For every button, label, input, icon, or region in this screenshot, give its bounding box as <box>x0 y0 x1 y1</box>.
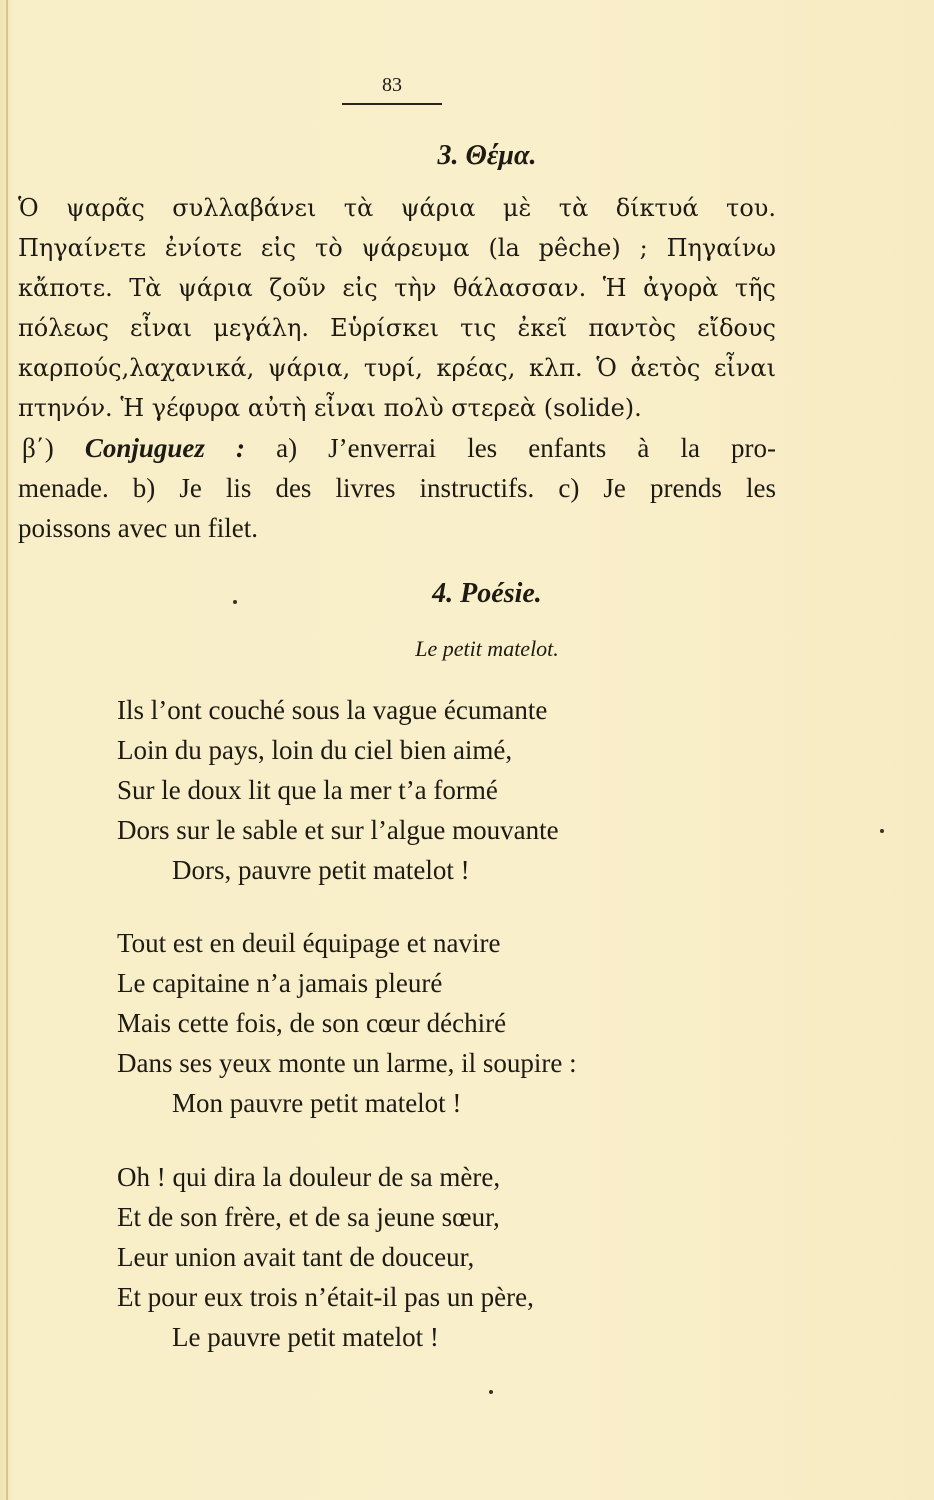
stanza-3-line-3: Leur union avait tant de douceur, <box>117 1242 475 1272</box>
stanza-3-line-1: Oh ! qui dira la douleur de sa mère, <box>117 1162 501 1192</box>
greek-line-4: πόλεως εἶναι μεγάλη. Εὑρίσκει τις ἐκεῖ παντὸς εἴδους <box>18 314 776 342</box>
page-number-rule <box>342 103 442 105</box>
conjuguez-label: Conjuguez : <box>84 433 245 463</box>
stanza-3-refrain: Le pauvre petit matelot ! <box>172 1322 439 1352</box>
greek-line-5: καρπούς,λαχανικά, ψάρια, τυρί, κρέας, κλπ. Ὁ ἀετὸς εἶναι <box>18 354 776 382</box>
theme-heading: 3. Θέμα. <box>437 140 537 171</box>
page-number: 83 <box>382 74 402 96</box>
poesie-heading: 4. Poésie. <box>432 578 542 609</box>
conjuguez-line-3: poissons avec un filet. <box>18 513 258 543</box>
stanza-3-line-4: Et pour eux trois n’était-il pas un père, <box>117 1282 534 1312</box>
greek-line-6: πτηνόν. Ἡ γέφυρα αὐτὴ εἶναι πολὺ στερεὰ (solide). <box>18 394 642 422</box>
stanza-3-line-2: Et de son frère, et de sa jeune sœur, <box>117 1202 500 1232</box>
page-binding-edge <box>6 0 8 1500</box>
stanza-1-refrain: Dors, pauvre petit matelot ! <box>172 855 470 885</box>
conjuguez-line-1-rest: a) J’enverrai les enfants à la pro- <box>276 433 777 463</box>
print-speck <box>880 829 884 833</box>
greek-line-3: κἄποτε. Τὰ ψάρια ζοῦν εἰς τὴν θάλασσαν. Ἡ ἀγορὰ τῆς <box>18 274 776 302</box>
print-speck <box>489 1390 493 1394</box>
greek-line-2: Πηγαίνετε ἐνίοτε εἰς τὸ ψάρευμα (la pêche) ; Πηγαίνω <box>18 234 776 262</box>
stanza-2-refrain: Mon pauvre petit matelot ! <box>172 1088 462 1118</box>
conjuguez-line-2: menade. b) Je lis des livres instructifs. c) Je prends les <box>18 473 776 503</box>
stanza-1-line-4: Dors sur le sable et sur l’algue mouvante <box>117 815 559 845</box>
stanza-1-line-2: Loin du pays, loin du ciel bien aimé, <box>117 735 513 765</box>
print-speck <box>233 600 237 604</box>
conjuguez-prefix: β΄) <box>22 433 54 463</box>
conjuguez-line-1 <box>22 431 776 465</box>
stanza-1-line-3: Sur le doux lit que la mer t’a formé <box>117 775 498 805</box>
poem-title: Le petit matelot. <box>415 636 559 661</box>
stanza-2-line-1: Tout est en deuil équipage et navire <box>117 928 501 958</box>
stanza-2-line-2: Le capitaine n’a jamais pleuré <box>117 968 443 998</box>
stanza-2-line-3: Mais cette fois, de son cœur déchiré <box>117 1008 507 1038</box>
greek-line-1: Ὁ ψαρᾶς συλλαβάνει τὰ ψάρια μὲ τὰ δίκτυά του. <box>18 194 776 222</box>
stanza-1-line-1: Ils l’ont couché sous la vague écumante <box>117 695 548 725</box>
stanza-2-line-4: Dans ses yeux monte un larme, il soupire : <box>117 1048 577 1078</box>
